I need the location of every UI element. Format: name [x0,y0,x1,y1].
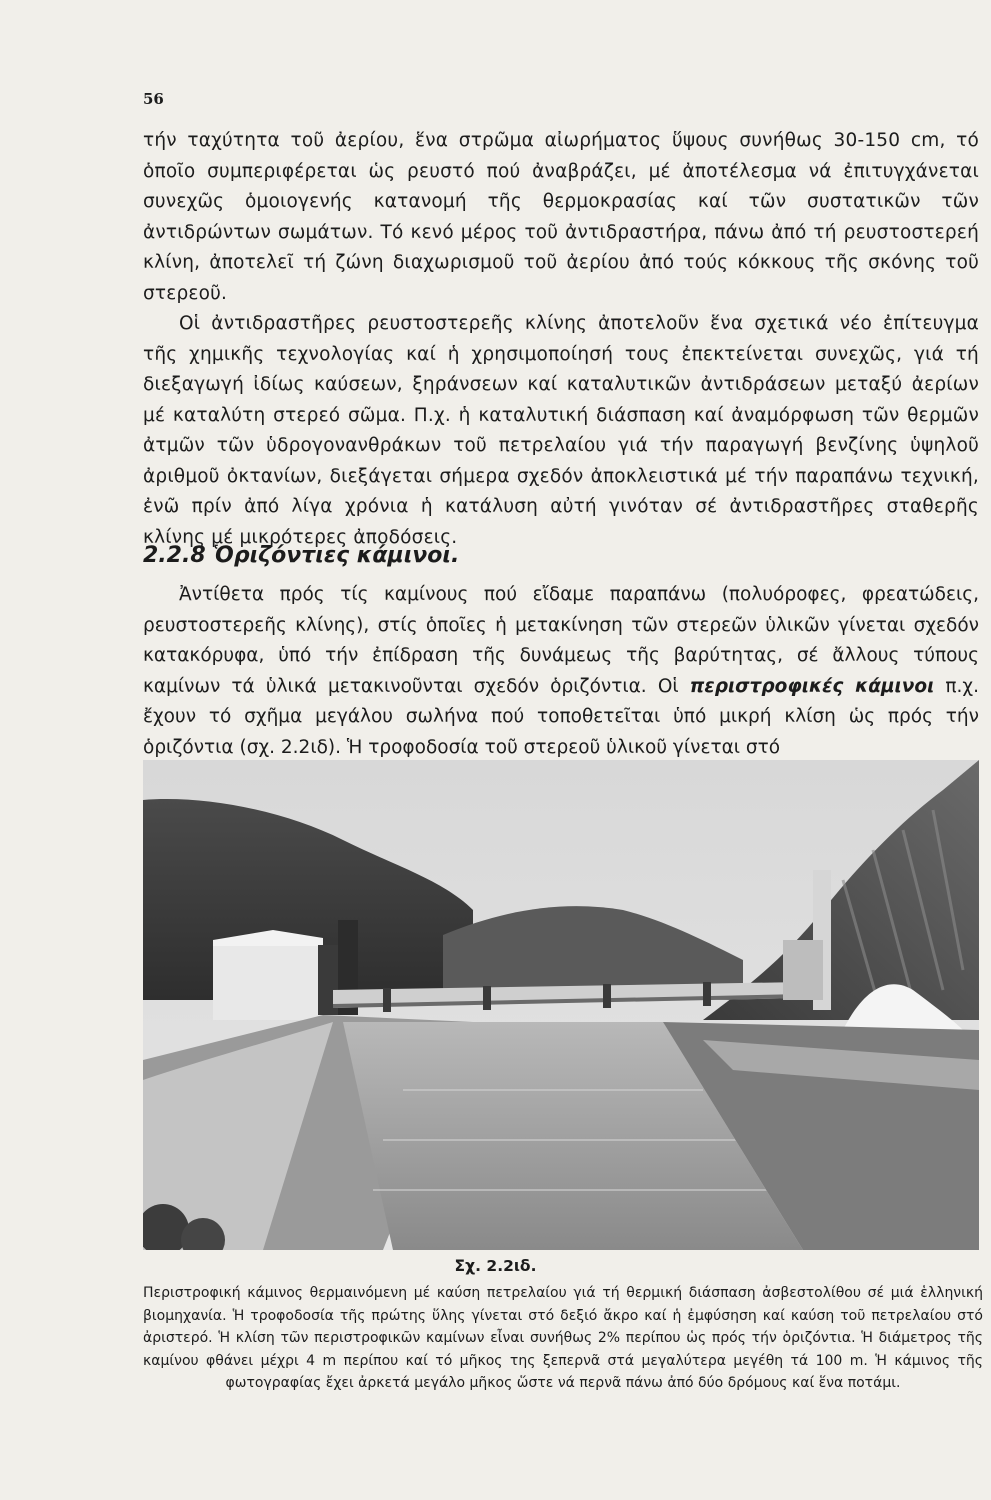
section-emphasis: περιστροφικές κάμινοι [689,675,935,697]
paragraph-2: Οἱ ἀντιδραστῆρες ρευστοστερεῆς κλίνης ἀποτελοῦν ἕνα σχετικά νέο ἐπίτευγμα τῆς χημικῆς τεχνολογίας καί ἡ χρησιμοποίησή τους ἐπεκτείνεται συνεχῶς, γιά τή διεξαγωγή ἰδίως καύσεων, ξηράνσεων καί καταλυτικῶν ἀντιδράσεων μεταξύ ἀερίων μέ καταλύτη στερεό σῶμα. Π.χ. ἡ καταλυτική διάσπαση καί ἀναμόρφωση τῶν θερμῶν ἀτμῶν τῶν ὑδρογονανθράκων τοῦ πετρελαίου γιά τήν παραγωγή βενζίνης ὑψηλοῦ ἀριθμοῦ ὀκτανίων, διεξάγεται σήμερα σχεδόν ἀποκλειστικά μέ τήν παραπάνω τεχνική, ἐνῶ πρίν ἀπό λίγα χρόνια ἡ κατάλυση αὐτή γινόταν σέ ἀντιδραστῆρες σταθερῆς κλίνης μέ μικρότερες ἀποδόσεις. [143,313,979,548]
section-paragraph [143,580,979,763]
paragraph-1: τήν ταχύτητα τοῦ ἀερίου, ἕνα στρῶμα αἰωρήματος ὕψους συνήθως 30-150 cm, τό ὁποῖο συμπεριφέρεται ὡς ρευστό πού ἀναβράζει, μέ ἀποτέλεσμα νά ἐπιτυγχάνεται συνεχῶς ὁμοιογενής κατανομή τῆς θερμοκρασίας καί τῶν συστατικῶν τῶν ἀντιδρώντων σωμάτων. Τό κενό μέρος τοῦ ἀντιδραστήρα, πάνω ἀπό τή ρευστοστερεή κλίνη, ἀποτελεῖ τή ζώνη διαχωρισμοῦ τοῦ ἀερίου ἀπό τούς κόκκους τῆς σκόνης τοῦ στερεοῦ. [143,130,979,304]
figure-label: Σχ. 2.2ιδ. [454,1257,537,1275]
section-text [143,580,979,763]
rotary-kiln-photo [143,760,979,1250]
body-text [143,126,979,553]
page-number: 56 [143,90,164,108]
section-heading: 2.2.8 Ὁριζόντιες κάμινοι. [143,543,460,568]
section-text-before: Ἀντίθετα πρός τίς καμίνους πού εἴδαμε παραπάνω (πολυόροφες, φρεατώδεις, ρευστοστερεῆς κλίνης), στίς ὁποῖες ἡ μετακίνηση τῶν στερεῶν ὑλικῶν γίνεται σχεδόν κατακόρυφα, ὑπό τήν ἐπίδραση τῆς δυνάμεως τῆς βαρύτητας, σέ ἄλλους τύπους καμίνων τά ὑλικά μετακινοῦνται σχεδόν ὁριζόντια. Οἱ [143,584,979,697]
section-text-after: π.χ. ἔχουν τό σχῆμα μεγάλου σωλήνα πού τοποθετεῖται ὑπό μικρή κλίση ὡς πρός τήν ὁριζόντια (σχ. 2.2ιδ). Ἡ τροφοδοσία τοῦ στερεοῦ ὑλικοῦ γίνεται στό [143,675,979,758]
figure-caption: Περιστροφική κάμινος θερμαινόμενη μέ καύση πετρελαίου γιά τή θερμική διάσπαση ἀσβεστολίθου σέ μιά ἑλληνική βιομηχανία. Ἡ τροφοδοσία τῆς πρώτης ὕλης γίνεται στό δεξιό ἄκρο καί ἡ ἐμφύσηση καί καύση τοῦ πετρελαίου στό ἀριστερό. Ἡ κλίση τῶν περιστροφικῶν καμίνων εἶναι συνήθως 2% περίπου ὡς πρός τήν ὁριζόντια. Ἡ διάμετρος τῆς καμίνου φθάνει μέχρι 4 m περίπου καί τό μῆκος της ξεπερνᾶ στά μεγαλύτερα μεγέθη τά 100 m. Ἡ κάμινος τῆς φωτογραφίας ἔχει ἀρκετά μεγάλο μῆκος ὥστε νά περνᾶ πάνω ἀπό δύο δρόμους καί ἕνα ποτάμι. [143,1285,983,1391]
